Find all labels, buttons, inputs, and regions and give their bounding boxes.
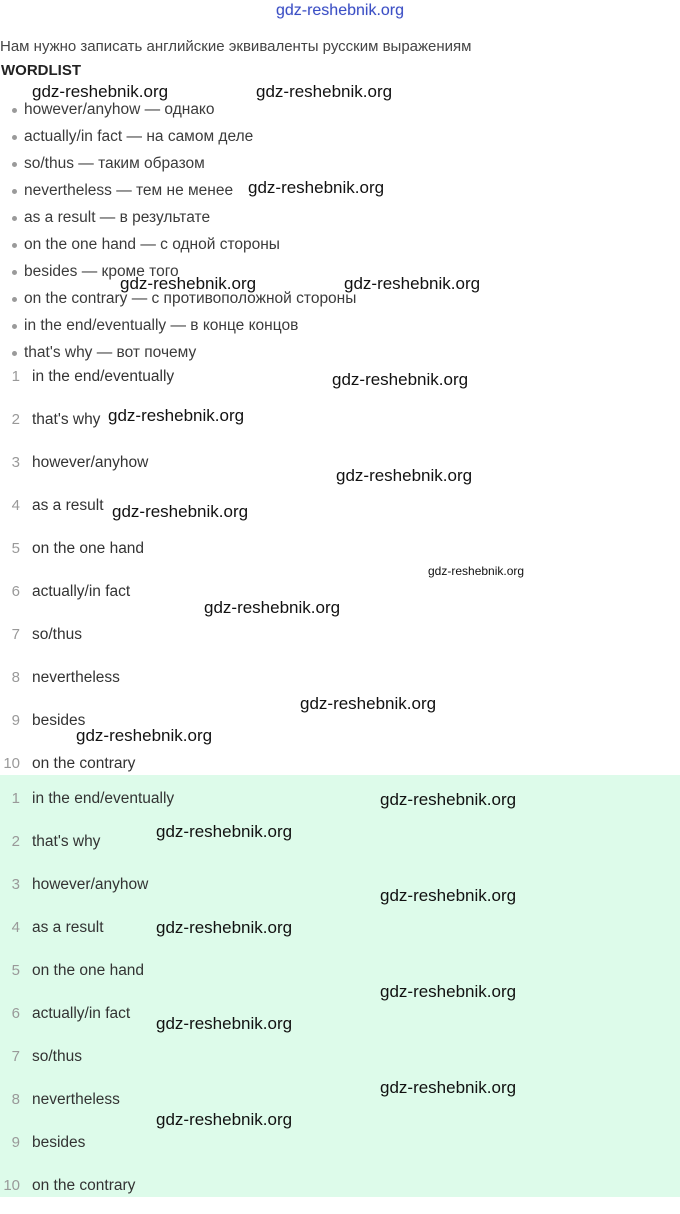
site-label: gdz-reshebnik.org — [275, 2, 405, 19]
watermark: gdz-reshebnik.org — [344, 274, 481, 293]
list-item: actually/in fact — на самом деле — [0, 123, 680, 150]
bullet-icon — [12, 270, 17, 275]
bullet-icon — [12, 108, 17, 113]
answer-text: actually/in fact — [32, 1005, 131, 1022]
answer-text: on the one hand — [32, 540, 145, 557]
answer-text: so/thus — [32, 1048, 82, 1065]
answer-text: as a result — [32, 497, 104, 514]
answer-number: 8 — [11, 669, 20, 686]
bullet-icon — [12, 216, 17, 221]
list-item: as a result — в результате — [0, 204, 680, 231]
watermark: gdz-reshebnik.org — [256, 82, 393, 101]
answer-text: however/anyhow — [32, 454, 149, 471]
bullet-icon — [12, 351, 17, 356]
watermark: gdz-reshebnik.org — [428, 564, 525, 578]
list-item: on the one hand — с одной стороны — [0, 231, 680, 258]
wordlist-heading: WORDLIST — [1, 62, 81, 79]
answer-item — [0, 913, 680, 956]
answer-number: 2 — [11, 411, 20, 428]
answer-number: 6 — [11, 1005, 20, 1022]
bullet-icon — [12, 162, 17, 167]
watermark: gdz-reshebnik.org — [380, 982, 517, 1001]
answer-item — [0, 870, 680, 913]
answer-number: 6 — [11, 583, 20, 600]
watermark: gdz-reshebnik.org — [336, 466, 473, 485]
answer-number: 1 — [11, 790, 20, 807]
bullet-icon — [12, 189, 17, 194]
watermark: gdz-reshebnik.org — [380, 886, 517, 905]
wordlist — [0, 96, 680, 361]
list-item: however/anyhow — однако — [0, 96, 680, 123]
answer-item — [0, 956, 680, 999]
answer-text: on the contrary — [32, 1177, 136, 1194]
intro-text: Нам нужно записать английские эквиваленты русским выражениям — [0, 38, 472, 55]
answer-number: 9 — [11, 1134, 20, 1151]
answer-item — [0, 1128, 680, 1171]
watermark: gdz-reshebnik.org — [204, 598, 341, 617]
answer-text: that's why — [32, 833, 101, 850]
answer-text: so/thus — [32, 626, 82, 643]
answer-number: 8 — [11, 1091, 20, 1108]
bullet-icon — [12, 243, 17, 248]
answer-text: however/anyhow — [32, 876, 149, 893]
watermark: gdz-reshebnik.org — [156, 1014, 293, 1033]
answer-item — [0, 1171, 680, 1214]
answer-text: that's why — [32, 411, 101, 428]
answer-item — [0, 405, 680, 448]
answer-list-second — [0, 784, 680, 1214]
list-item: that's why — вот почему — [0, 339, 680, 366]
watermark: gdz-reshebnik.org — [108, 406, 245, 425]
watermark: gdz-reshebnik.org — [156, 822, 293, 841]
answer-number: 4 — [11, 919, 20, 936]
list-item: nevertheless — тем не менее — [0, 177, 680, 204]
answer-text: in the end/eventually — [32, 368, 175, 385]
answer-number: 10 — [3, 1177, 20, 1194]
answer-item — [0, 534, 680, 577]
watermark: gdz-reshebnik.org — [120, 274, 257, 293]
answer-number: 3 — [11, 876, 20, 893]
answer-text: on the contrary — [32, 755, 136, 772]
answer-number: 1 — [11, 368, 20, 385]
answer-number: 9 — [11, 712, 20, 729]
bullet-icon — [12, 135, 17, 140]
watermark: gdz-reshebnik.org — [248, 178, 385, 197]
answer-item — [0, 999, 680, 1042]
watermark: gdz-reshebnik.org — [76, 726, 213, 745]
answer-text: actually/in fact — [32, 583, 131, 600]
watermark: gdz-reshebnik.org — [32, 82, 169, 101]
list-item: in the end/eventually — в конце концов — [0, 312, 680, 339]
answer-number: 7 — [11, 1048, 20, 1065]
answer-number: 5 — [11, 540, 20, 557]
answer-text: besides — [32, 1134, 86, 1151]
answer-item — [0, 491, 680, 534]
answer-item — [0, 827, 680, 870]
answer-text: in the end/eventually — [32, 790, 175, 807]
list-item: on the contrary — с противоположной стороны — [0, 285, 680, 312]
answer-item — [0, 1085, 680, 1128]
answer-number: 5 — [11, 962, 20, 979]
answer-number: 4 — [11, 497, 20, 514]
answer-text: on the one hand — [32, 962, 145, 979]
answer-number: 10 — [3, 755, 20, 772]
answer-text: as a result — [32, 919, 104, 936]
answer-item — [0, 784, 680, 827]
watermark: gdz-reshebnik.org — [112, 502, 249, 521]
answer-number: 7 — [11, 626, 20, 643]
answer-number: 2 — [11, 833, 20, 850]
bullet-icon — [12, 297, 17, 302]
list-item: besides — кроме того — [0, 258, 680, 285]
answer-text: nevertheless — [32, 1091, 120, 1108]
watermark: gdz-reshebnik.org — [380, 790, 517, 809]
watermark: gdz-reshebnik.org — [300, 694, 437, 713]
answer-text: nevertheless — [32, 669, 120, 686]
watermark: gdz-reshebnik.org — [156, 1110, 293, 1129]
list-item: so/thus — таким образом — [0, 150, 680, 177]
answer-text: besides — [32, 712, 86, 729]
bullet-icon — [12, 324, 17, 329]
watermark: gdz-reshebnik.org — [156, 918, 293, 937]
watermark: gdz-reshebnik.org — [380, 1078, 517, 1097]
watermark: gdz-reshebnik.org — [332, 370, 469, 389]
answer-number: 3 — [11, 454, 20, 471]
answer-item — [0, 620, 680, 663]
answer-item — [0, 1042, 680, 1085]
